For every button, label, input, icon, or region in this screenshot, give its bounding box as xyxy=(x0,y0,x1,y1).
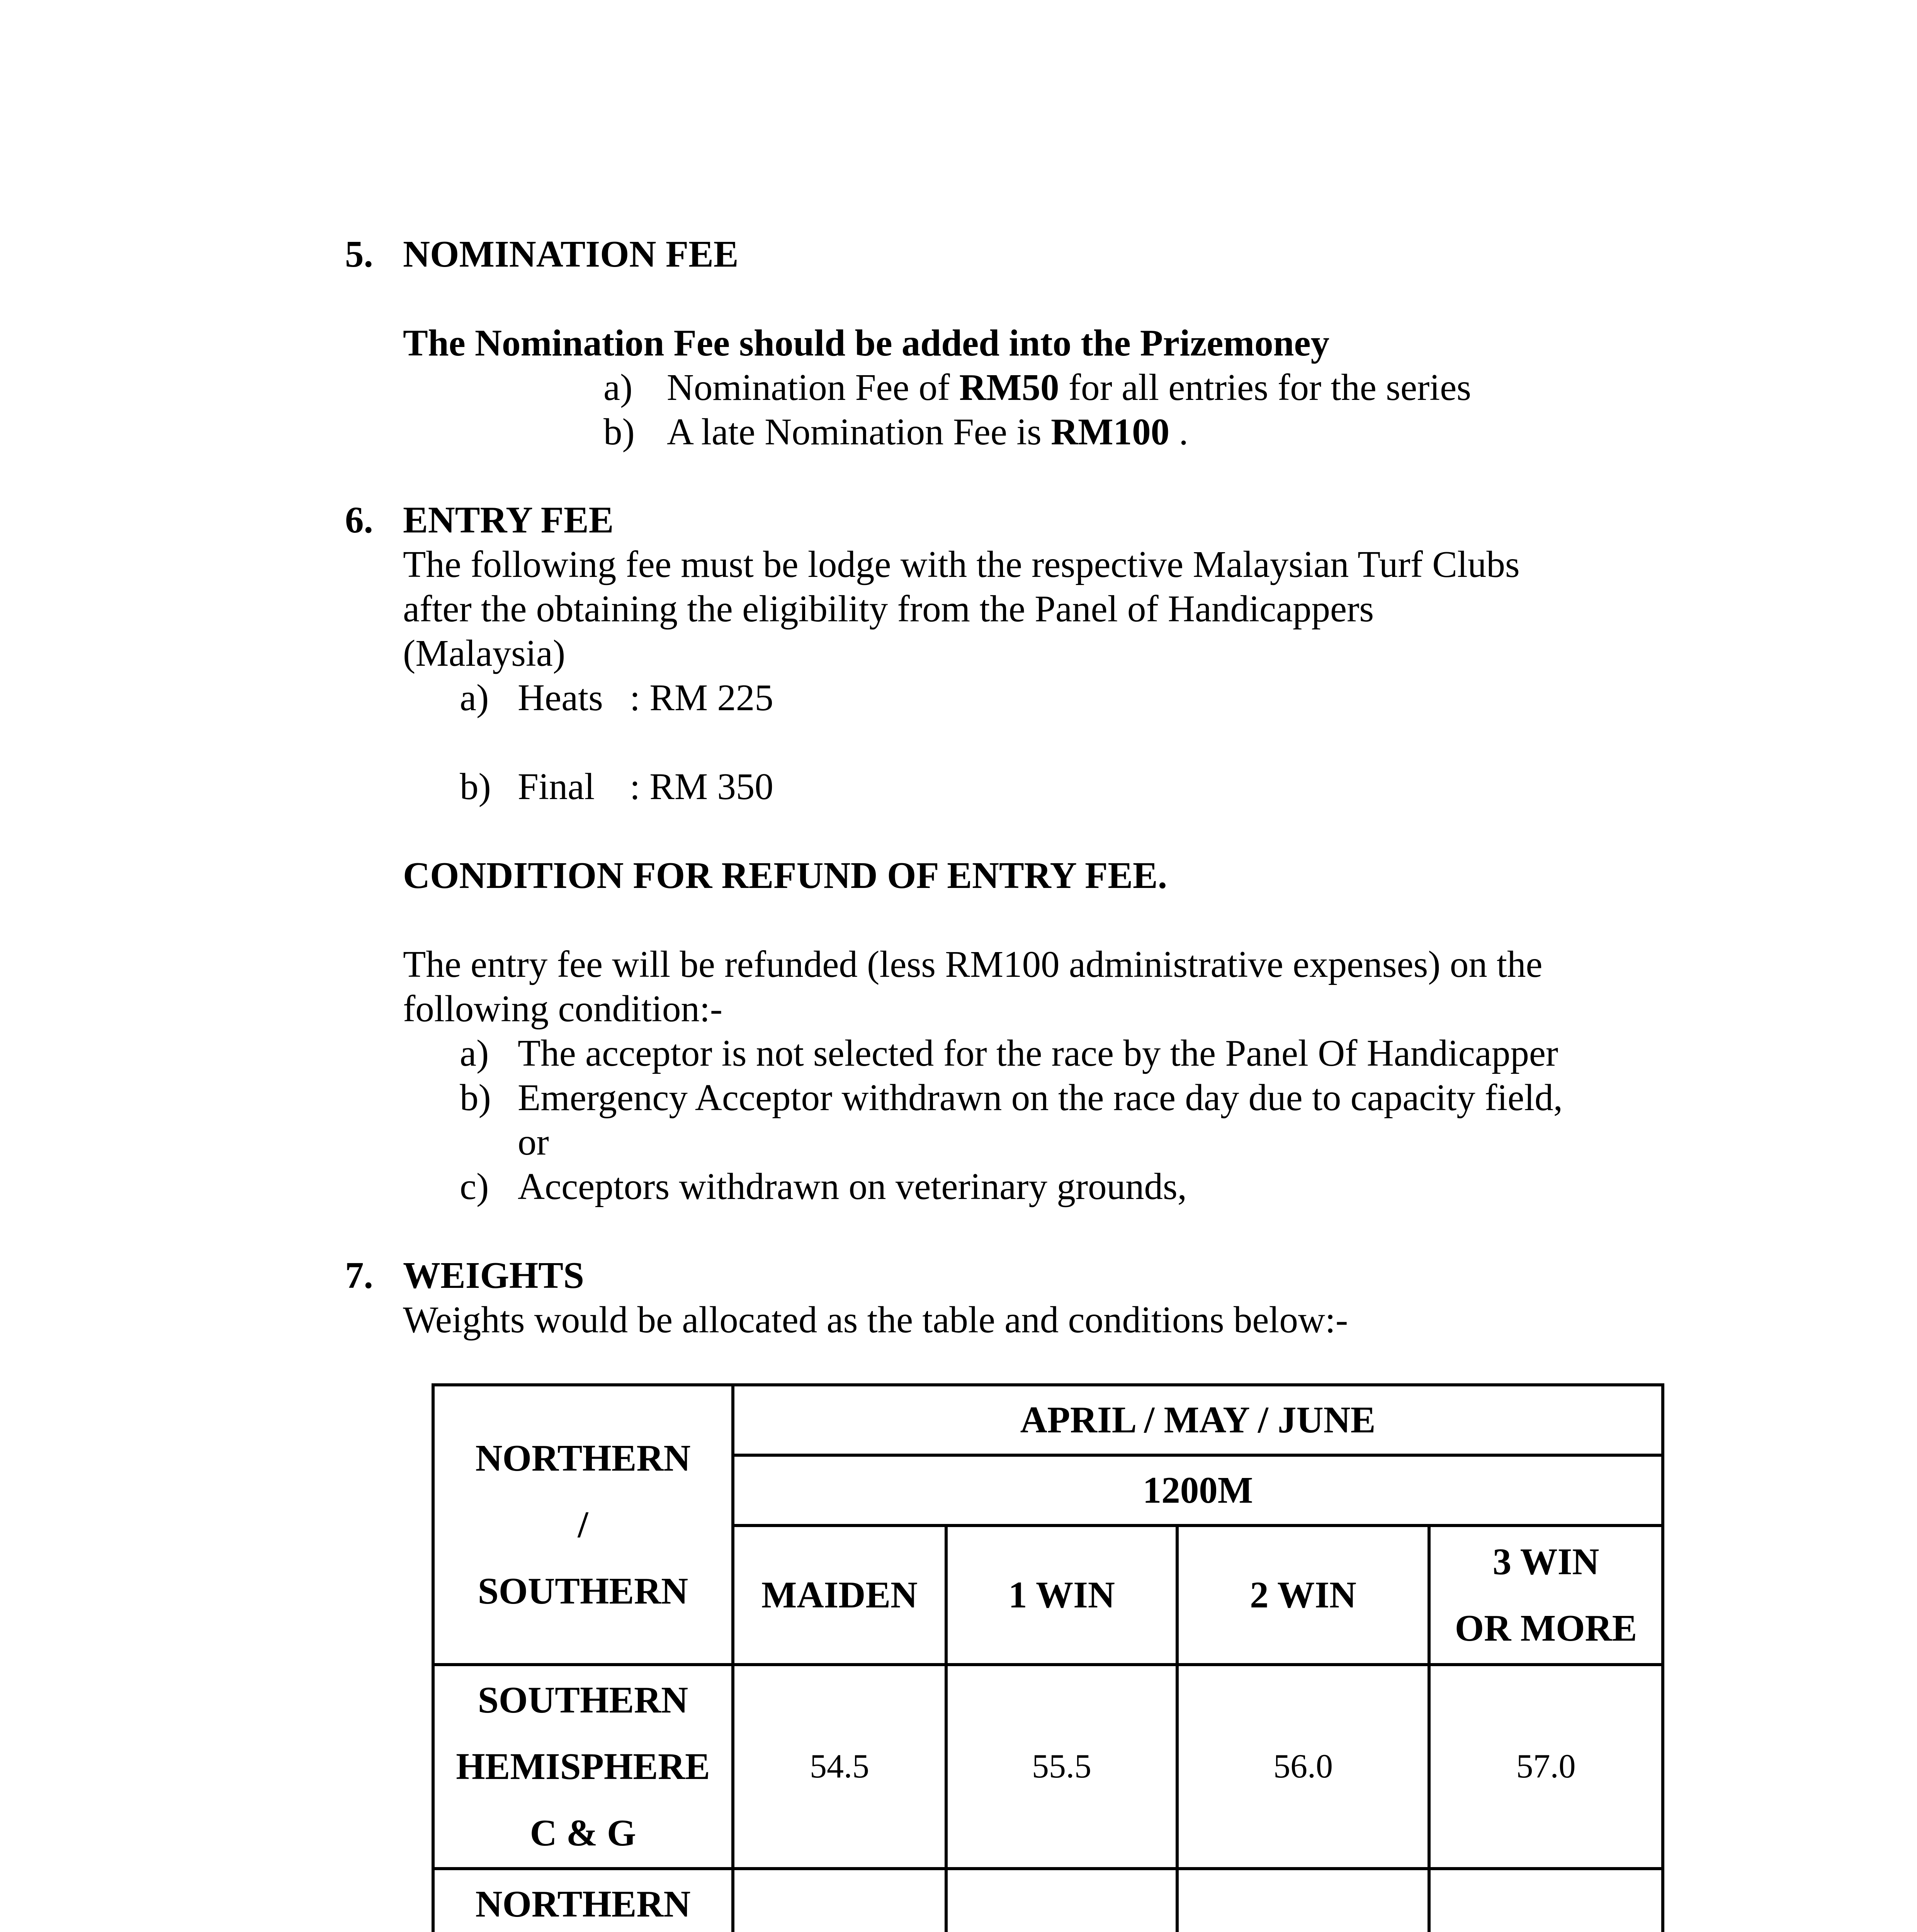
row-label-line: NORTHERN xyxy=(475,1883,691,1925)
item-amount: RM100 xyxy=(1051,411,1170,452)
refund-marker: c) xyxy=(460,1166,489,1207)
column-header-1-win xyxy=(946,1526,1177,1665)
item-text-post: . xyxy=(1169,411,1188,452)
item-text-pre: A late Nomination Fee is xyxy=(666,411,1051,452)
item-text-post: for all entries for the series xyxy=(1059,367,1472,408)
weights-intro: Weights would be allocated as the table and conditions below:- xyxy=(403,1299,1348,1340)
column-header-maiden xyxy=(733,1526,946,1665)
weight-cell xyxy=(946,1869,1177,1932)
row-label-northern-hemisphere xyxy=(433,1869,733,1932)
weight-cell: 54.5 xyxy=(733,1665,946,1869)
weights-table xyxy=(432,1383,1664,1932)
fee-label-final: Final xyxy=(518,766,595,807)
refund-marker: b) xyxy=(460,1077,491,1118)
item-amount: RM50 xyxy=(959,367,1059,408)
refund-intro-line-1: The entry fee will be refunded (less RM100 administrative expenses) on the xyxy=(403,944,1543,985)
row-label-line: C & G xyxy=(530,1812,636,1854)
corner-line: SOUTHERN xyxy=(478,1570,688,1612)
refund-item-b-line-2: or xyxy=(518,1121,549,1163)
refund-item-b-line-1: Emergency Acceptor withdrawn on the race day due to capacity field, xyxy=(518,1077,1563,1118)
section-5-heading: NOMINATION FEE xyxy=(403,233,739,275)
corner-line: / xyxy=(578,1504,588,1545)
refund-item-a: The acceptor is not selected for the race by the Panel Of Handicapper xyxy=(518,1032,1558,1074)
refund-heading: CONDITION FOR REFUND OF ENTRY FEE. xyxy=(403,855,1167,896)
table-corner-header xyxy=(433,1385,733,1665)
column-header-line: 1 WIN xyxy=(1008,1574,1115,1616)
entry-fee-intro-line-3: (Malaysia) xyxy=(403,633,566,674)
distance-header: 1200M xyxy=(733,1455,1663,1526)
fee-value-final: : RM 350 xyxy=(630,766,773,807)
column-header-3-win-or-more xyxy=(1429,1526,1663,1665)
row-label-southern-hemisphere xyxy=(433,1665,733,1869)
refund-intro-line-2: following condition:- xyxy=(403,988,723,1029)
fee-value-heats: : RM 225 xyxy=(630,677,773,718)
table-row xyxy=(433,1869,1663,1932)
fee-marker: b) xyxy=(460,766,491,807)
column-header-line: 3 WIN xyxy=(1492,1541,1599,1582)
table-row xyxy=(433,1665,1663,1869)
section-6-number: 6. xyxy=(345,499,373,541)
row-label-line: SOUTHERN xyxy=(478,1679,688,1721)
item-marker: b) xyxy=(603,411,635,452)
section-7-number: 7. xyxy=(345,1255,373,1296)
column-header-2-win xyxy=(1177,1526,1429,1665)
section-7-heading: WEIGHTS xyxy=(403,1255,584,1296)
weight-cell: 57.0 xyxy=(1429,1665,1663,1869)
column-header-line: MAIDEN xyxy=(761,1574,918,1616)
refund-marker: a) xyxy=(460,1032,489,1074)
entry-fee-intro-line-2: after the obtaining the eligibility from the Panel of Handicappers xyxy=(403,588,1374,629)
row-label-line: HEMISPHERE xyxy=(456,1746,710,1787)
fee-label-heats: Heats xyxy=(518,677,603,718)
nomination-fee-item-b xyxy=(603,410,1188,454)
column-header-line: 2 WIN xyxy=(1250,1574,1356,1616)
section-5-number: 5. xyxy=(345,233,373,275)
weight-cell: 56.0 xyxy=(1177,1665,1429,1869)
item-text-pre: Nomination Fee of xyxy=(666,367,959,408)
item-marker: a) xyxy=(603,367,633,408)
period-header: APRIL / MAY / JUNE xyxy=(733,1385,1663,1455)
section-6-heading: ENTRY FEE xyxy=(403,499,614,541)
refund-item-c: Acceptors withdrawn on veterinary grounds, xyxy=(518,1166,1187,1207)
corner-line: NORTHERN xyxy=(475,1437,691,1479)
nomination-fee-item-a xyxy=(603,365,1471,410)
weight-cell xyxy=(1177,1869,1429,1932)
entry-fee-intro-line-1: The following fee must be lodge with the respective Malaysian Turf Clubs xyxy=(403,544,1520,585)
column-header-line: OR MORE xyxy=(1455,1607,1637,1649)
weight-cell xyxy=(733,1869,946,1932)
section-5-subheading: The Nomination Fee should be added into the Prizemoney xyxy=(403,322,1330,364)
fee-marker: a) xyxy=(460,677,489,718)
weight-cell: 55.5 xyxy=(946,1665,1177,1869)
weight-cell xyxy=(1429,1869,1663,1932)
